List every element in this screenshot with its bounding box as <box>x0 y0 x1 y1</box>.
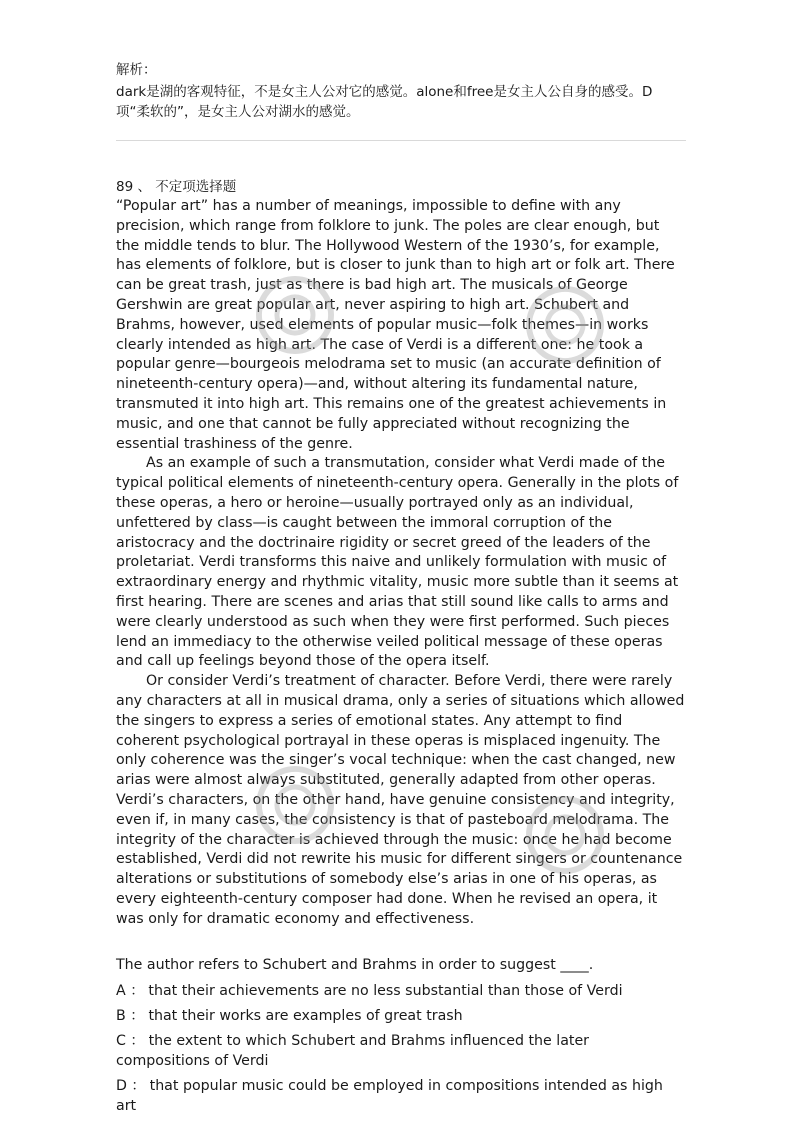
section-divider <box>116 140 686 141</box>
option-a[interactable] <box>116 981 686 1001</box>
analysis-text: dark是湖的客观特征，不是女主人公对它的感觉。alone和free是女主人公自身的感受。D项“柔软的”，是女主人公对湖水的感觉。 <box>116 84 653 120</box>
option-b-text: that their works are examples of great trash <box>148 1008 463 1025</box>
option-d-text: that popular music could be employed in compositions intended as high art <box>116 1078 663 1115</box>
reading-passage <box>116 197 686 929</box>
option-d[interactable] <box>116 1076 686 1116</box>
question-stem: The author refers to Schubert and Brahms in order to suggest ____. <box>116 957 594 974</box>
option-a-text: that their achievements are no less substantial than those of Verdi <box>148 983 623 1000</box>
analysis-label: 解析： <box>116 62 157 78</box>
answer-options <box>116 981 686 1116</box>
passage-paragraph-3: Or consider Verdi’s treatment of character. Before Verdi, there were rarely any characters at all in musical drama, only a series of situations which allowed the singers to express a series of emotional states. Any attempt to find coherent psychological portrayal in these operas is misplaced ingenuity. The only coherence was the singer’s vocal technique: when the cast changed, new arias were almost always substituted, generally adapted from other operas. Verdi’s characters, on the other hand, have genuine consistency and integrity, even if, in many cases, the consistency is that of pasteboard melodrama. The integrity of the character is achieved through the music: once he had become established, Verdi did not rewrite his music for different singers or countenance alterations or substitutions of somebody else’s arias in one of his operas, as every eighteenth-century composer had done. When he revised an opera, it was only for dramatic economy and effectiveness. <box>116 673 685 927</box>
passage-paragraph-2: As an example of such a transmutation, consider what Verdi made of the typical political elements of nineteenth-century opera. Generally in the plots of these operas, a hero or heroine—usually portrayed only as an individual, unfettered by class—is caught between the immoral corruption of the aristocracy and the doctrinaire rigidity or secret greed of the leaders of the proletariat. Verdi transforms this naive and unlikely formulation with music of extraordinary energy and rhythmic vitality, music more subtle than it seems at first hearing. There are scenes and arias that still sound like calls to arms and were clearly understood as such when they were first performed. Such pieces lend an immediacy to the otherwise veiled political message of these operas and call up feelings beyond those of the opera itself. <box>116 455 679 670</box>
option-d-key: D ： <box>116 1078 146 1095</box>
option-b-key: B ： <box>116 1008 145 1025</box>
option-c-text: the extent to which Schubert and Brahms influenced the later compositions of Verdi <box>116 1033 590 1070</box>
passage-paragraph-1: “Popular art” has a number of meanings, impossible to define with any precision, which range from folklore to junk. The poles are clear enough, but the middle tends to blur. The Hollywood Western of the 1930’s, for example, has elements of folklore, but is closer to junk than to high art or folk art. There can be great trash, just as there is bad high art. The musicals of George Gershwin are great popular art, never aspiring to high art. Schubert and Brahms, however, used elements of popular music—folk themes—in works clearly intended as high art. The case of Verdi is a different one: he took a popular genre—bourgeois melodrama set to music (an accurate definition of nineteenth-century opera)—and, without altering its fundamental nature, transmuted it into high art. This remains one of the greatest achievements in music, and one that cannot be fully appreciated without recognizing the essential trashiness of the genre. <box>116 198 675 452</box>
option-a-key: A ： <box>116 983 145 1000</box>
option-c[interactable] <box>116 1031 686 1071</box>
option-c-key: C ： <box>116 1033 145 1050</box>
document-page <box>116 60 686 1121</box>
question-header: 89 、 不定项选择题 <box>116 179 237 195</box>
option-b[interactable] <box>116 1006 686 1026</box>
